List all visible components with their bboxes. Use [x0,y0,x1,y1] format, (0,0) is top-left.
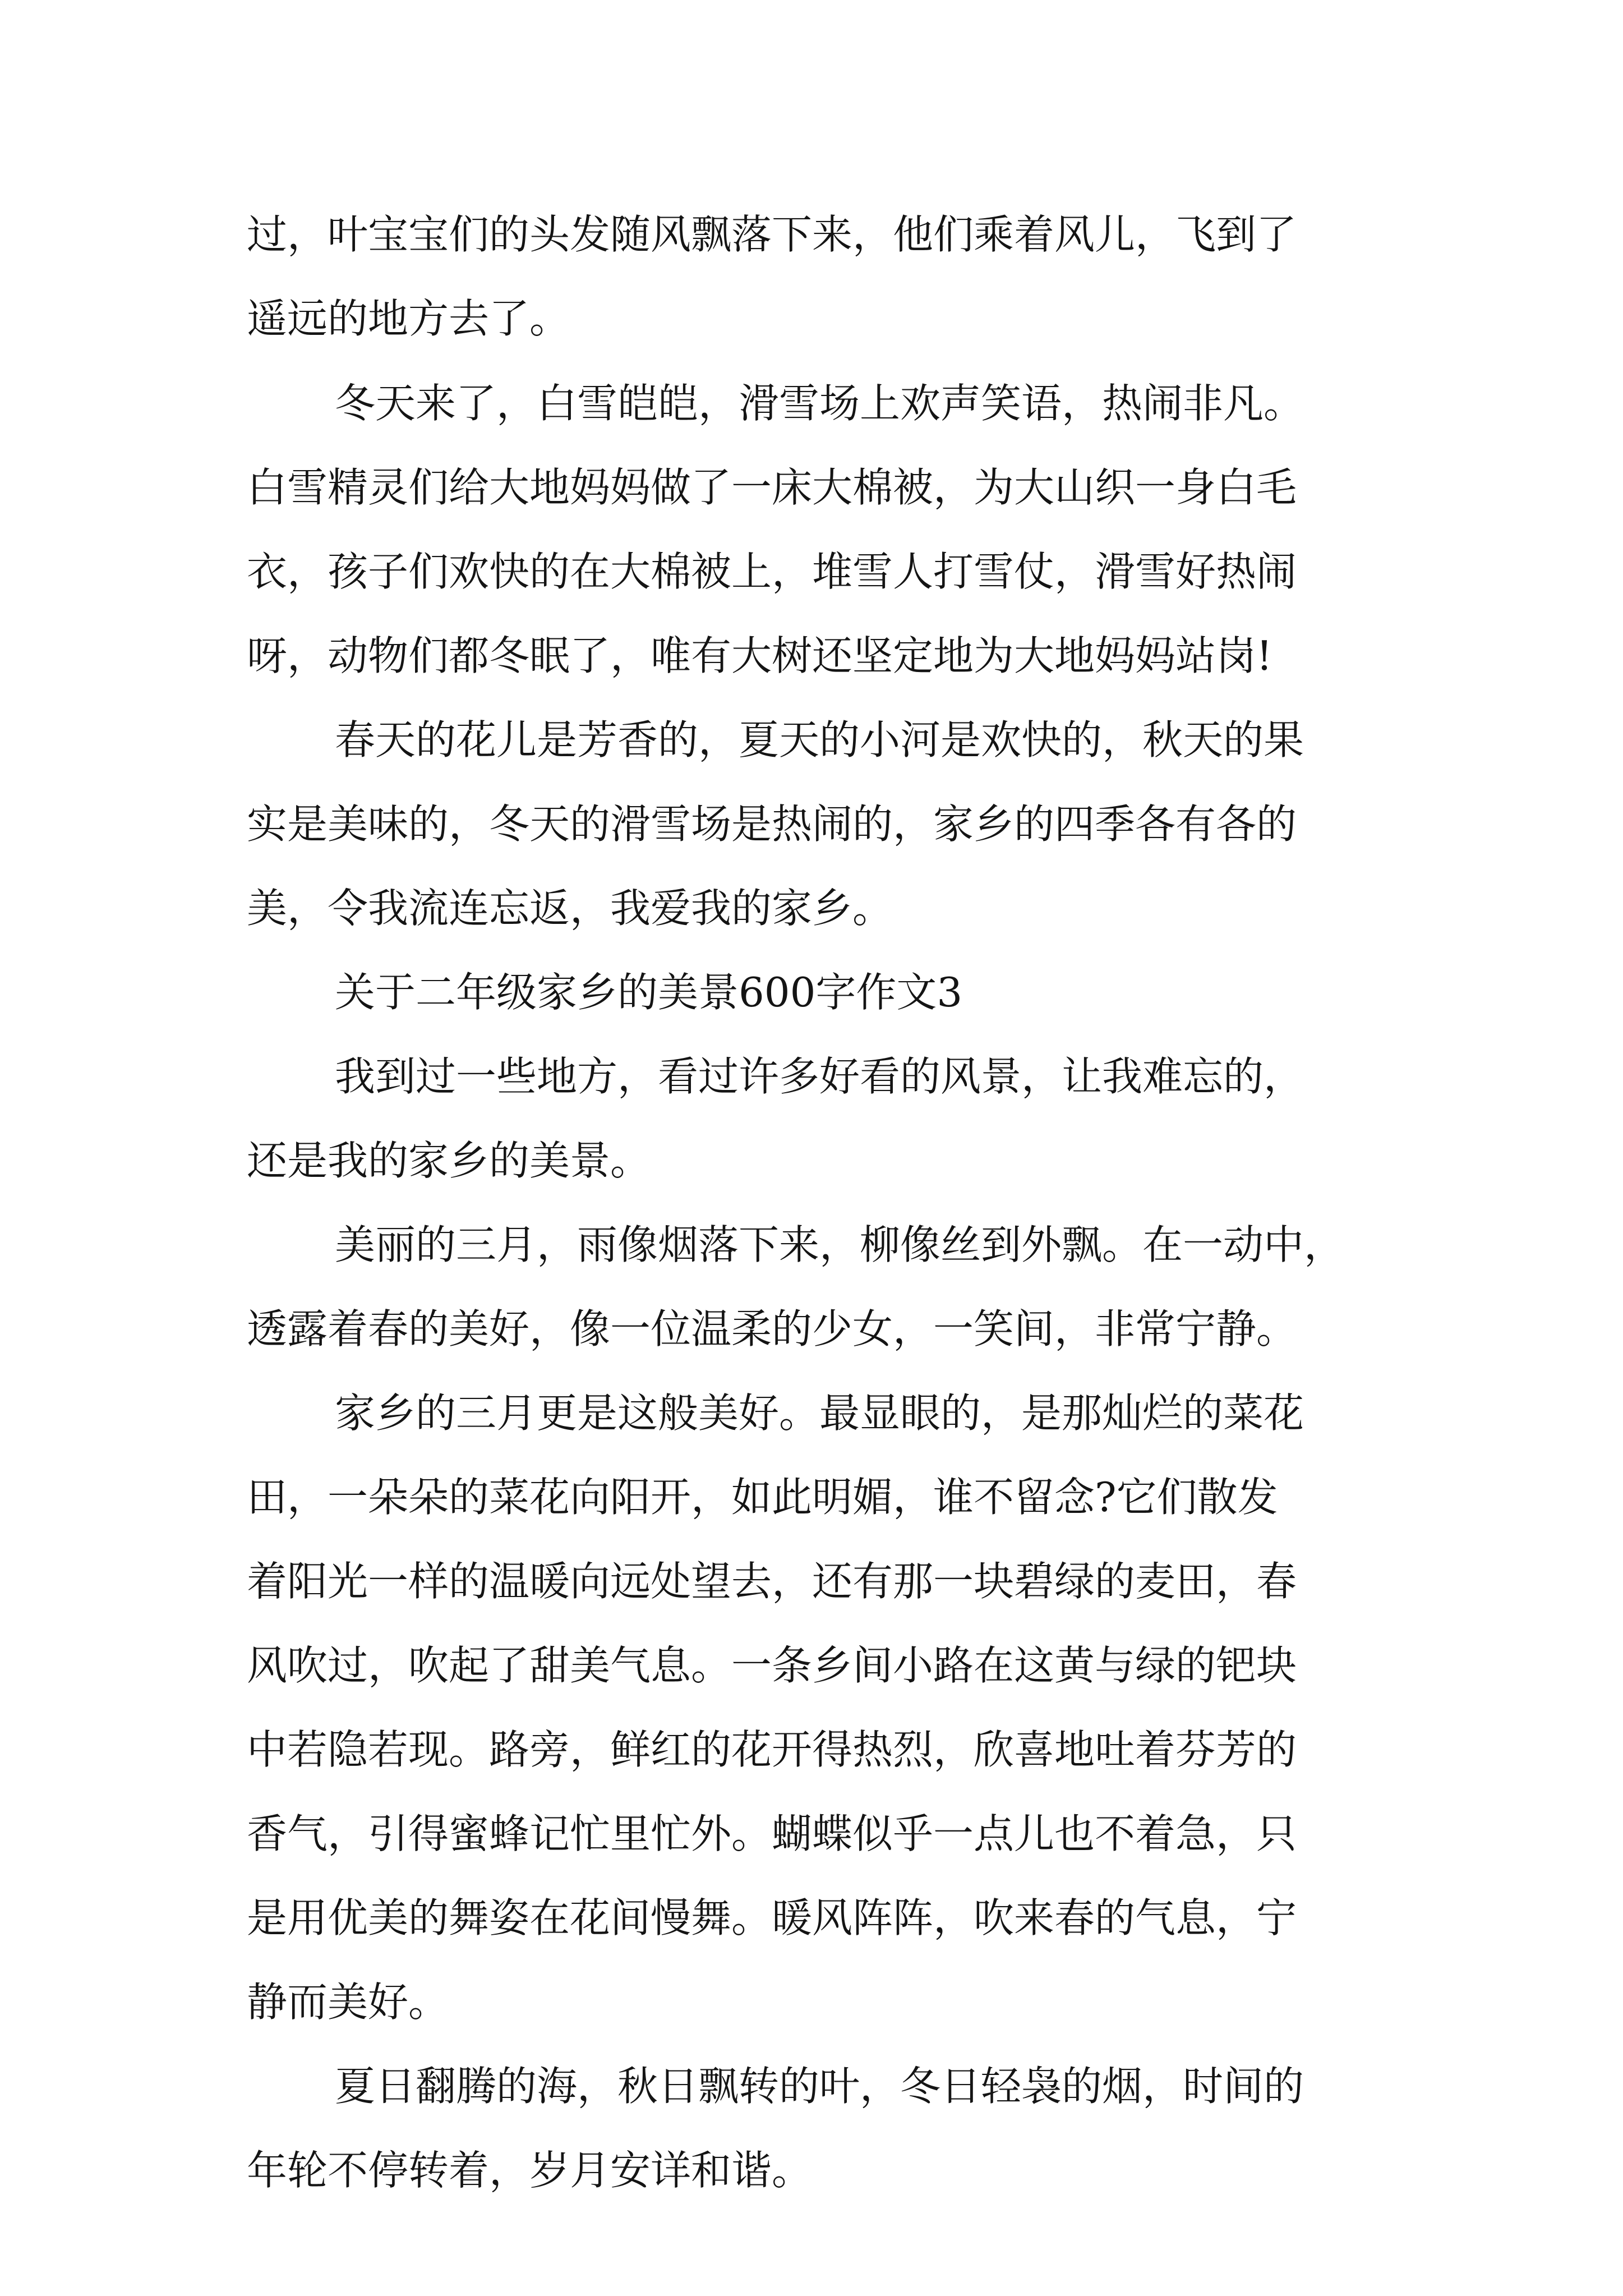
text-line: 我到过一些地方，看过许多好看的风景，让我难忘的， [335,1053,1304,1100]
text-line: 美，令我流连忘返，我爱我的家乡。 [247,885,893,932]
text-line: 冬天来了，白雪皑皑，滑雪场上欢声笑语，热闹非凡。 [335,380,1304,427]
text-line: 着阳光一样的温暖向远处望去，还有那一块碧绿的麦田，春 [247,1558,1297,1605]
text-line: 家乡的三月更是这般美好。最显眼的，是那灿烂的菜花 [335,1389,1304,1437]
text-line: 夏日翻腾的海，秋日飘转的叶，冬日轻袅的烟，时间的 [335,2063,1304,2110]
text-line: 风吹过，吹起了甜美气息。一条乡间小路在这黄与绿的钯块 [247,1642,1297,1689]
text-line: 透露着春的美好，像一位温柔的少女，一笑间，非常宁静。 [247,1305,1297,1352]
text-line: 美丽的三月，雨像烟落下来，柳像丝到外飘。在一动中， [335,1221,1345,1268]
text-line: 田，一朵朵的菜花向阳开，如此明媚，谁不留念?它们散发 [247,1474,1278,1521]
text-line: 过，叶宝宝们的头发随风飘落下来，他们乘着风儿，飞到了 [247,211,1297,258]
section-heading: 关于二年级家乡的美景600字作文3 [335,969,963,1016]
text-line: 呀，动物们都冬眠了，唯有大树还坚定地为大地妈妈站岗! [247,632,1272,679]
text-line: 遥远的地方去了。 [247,295,570,342]
text-line: 是用优美的舞姿在花间慢舞。暖风阵阵，吹来春的气息，宁 [247,1894,1297,1941]
text-line: 中若隐若现。路旁，鲜红的花开得热烈，欣喜地吐着芬芳的 [247,1726,1297,1773]
text-line: 白雪精灵们给大地妈妈做了一床大棉被，为大山织一身白毛 [247,464,1297,511]
text-line: 年轮不停转着，岁月安详和谐。 [247,2147,813,2194]
text-line: 实是美味的，冬天的滑雪场是热闹的，家乡的四季各有各的 [247,800,1297,848]
text-line: 香气，引得蜜蜂记忙里忙外。蝴蝶似乎一点儿也不着急，只 [247,1810,1297,1857]
text-line: 春天的花儿是芳香的，夏天的小河是欢快的，秋天的果 [335,716,1304,763]
text-line: 静而美好。 [247,1978,449,2026]
text-line: 还是我的家乡的美景。 [247,1137,651,1184]
text-line: 衣，孩子们欢快的在大棉被上，堆雪人打雪仗，滑雪好热闹 [247,548,1297,595]
